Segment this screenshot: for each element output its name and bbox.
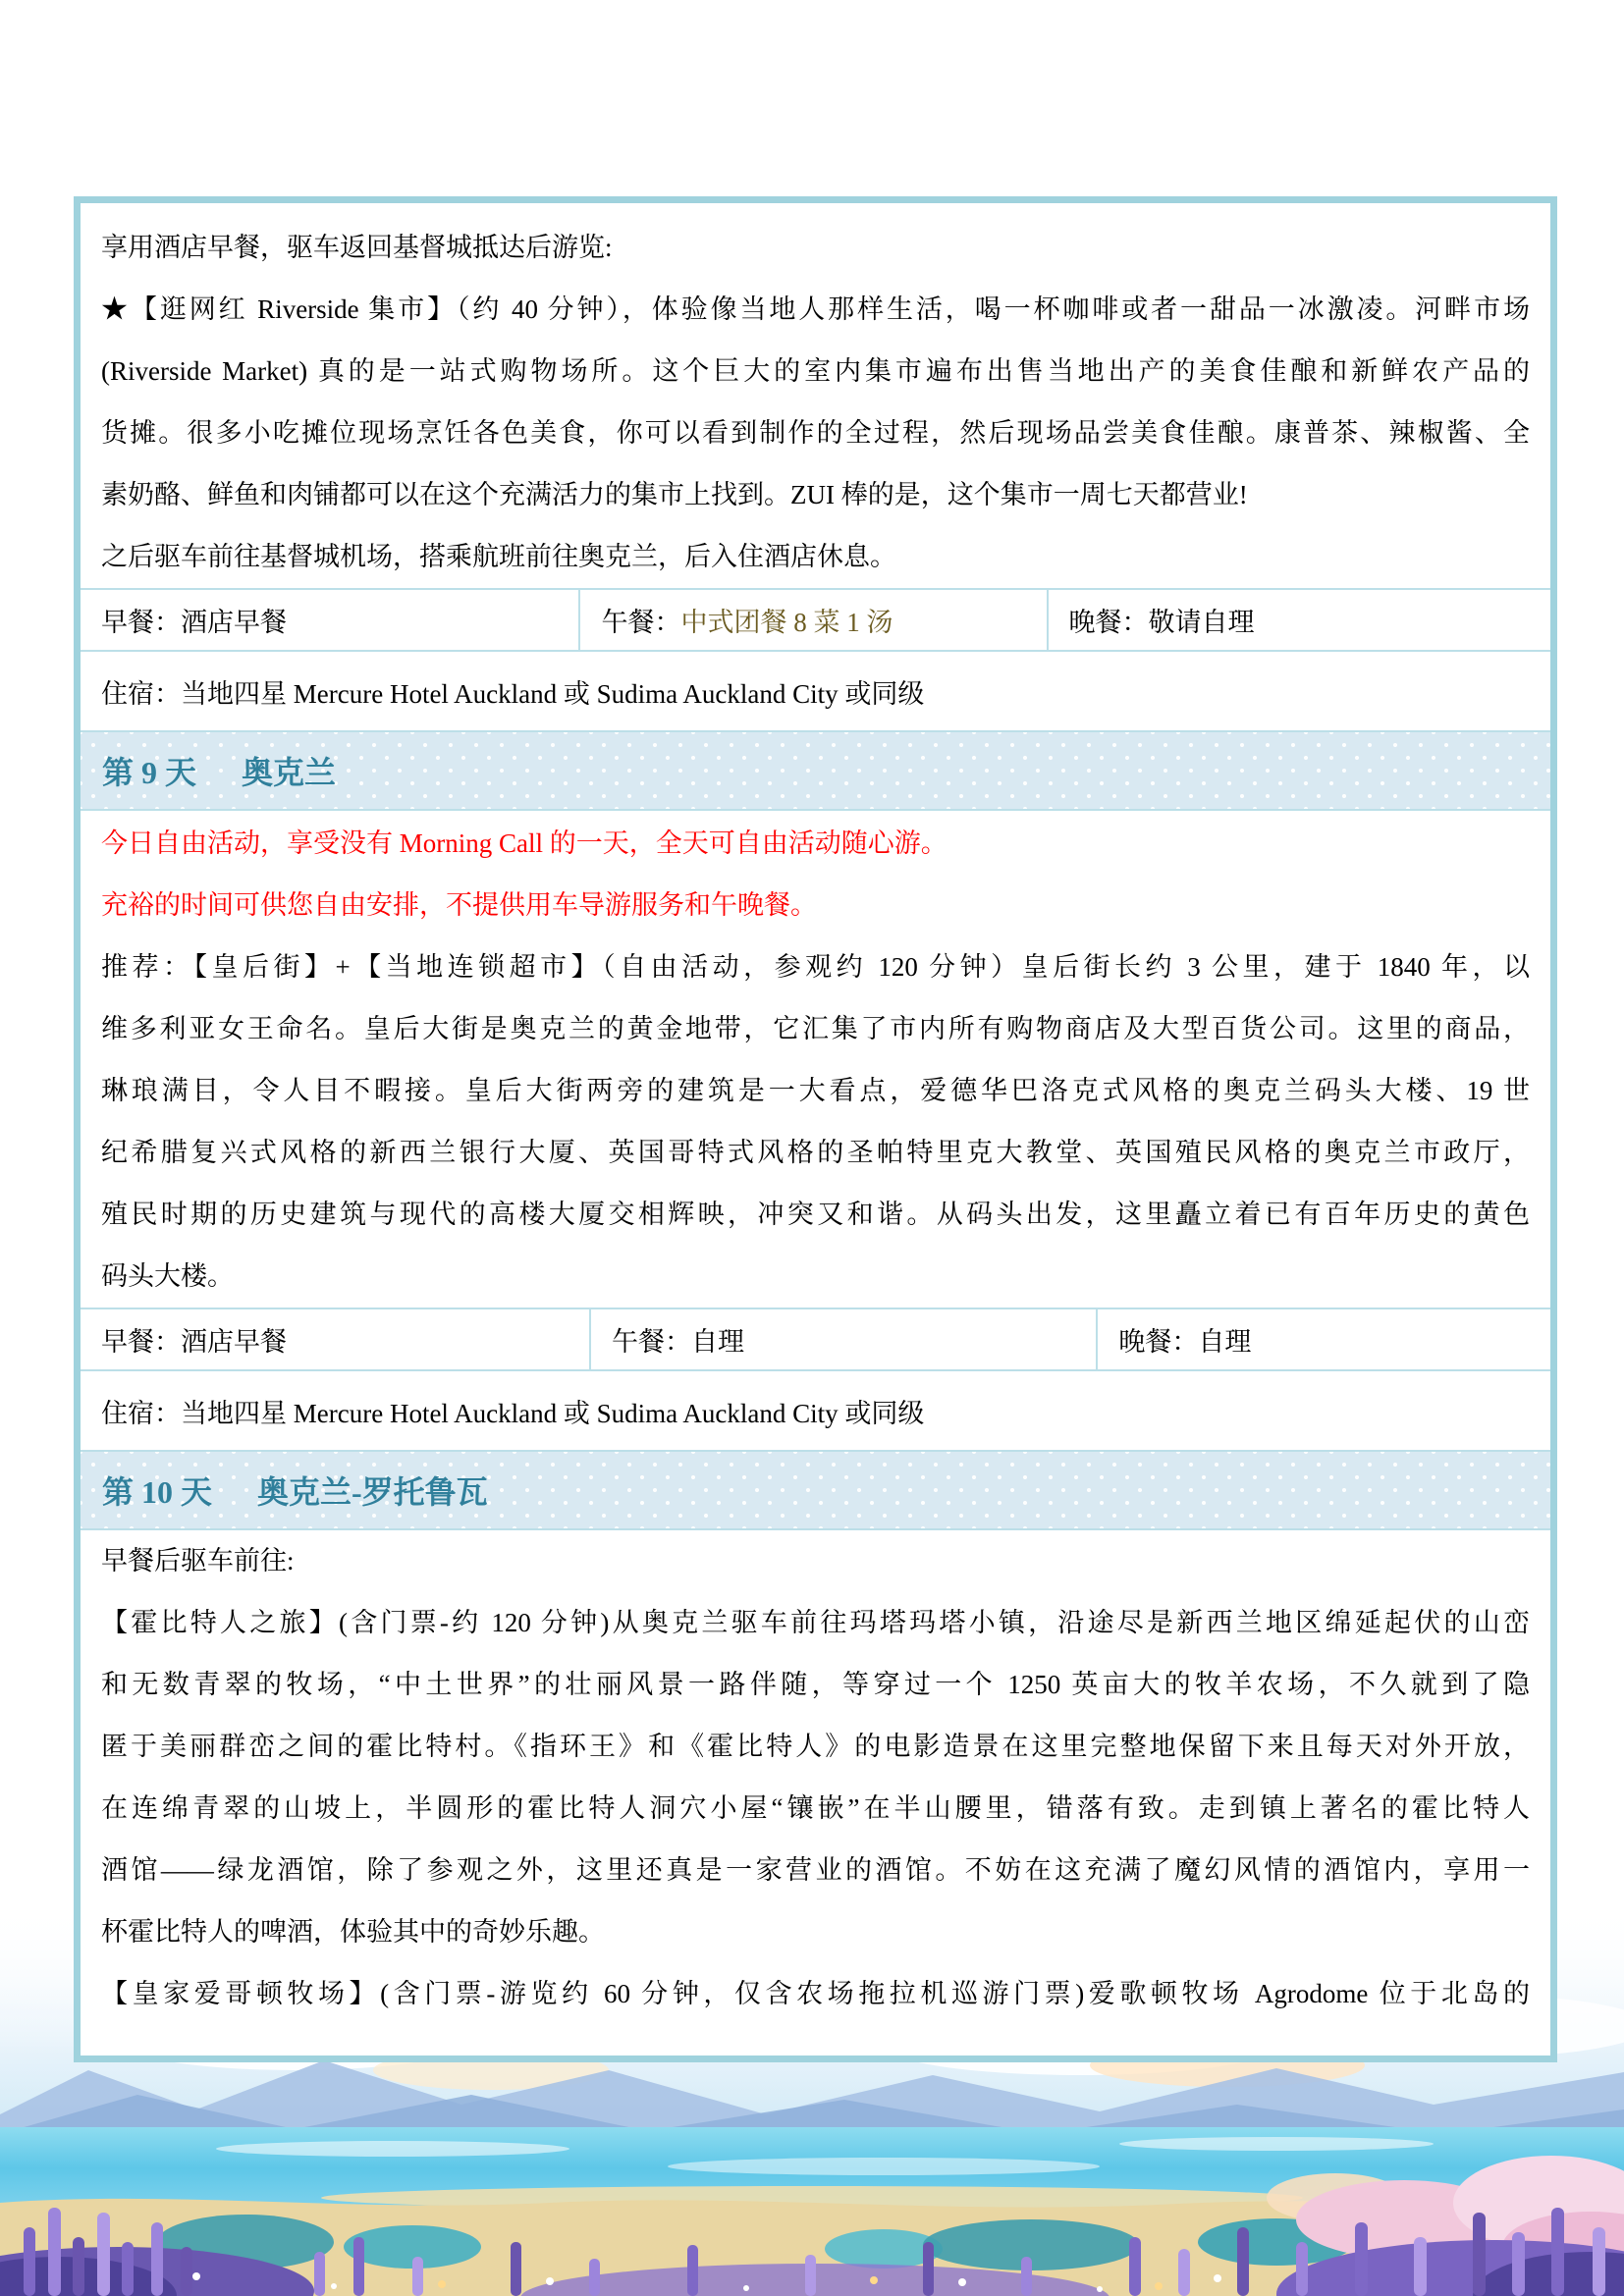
day10-title: 奥克兰-罗托鲁瓦 bbox=[257, 1474, 488, 1510]
paragraph-line: 纪希腊复兴式风格的新西兰银行大厦、英国哥特式风格的圣帕特里克大教堂、英国殖民风格的奥克兰市政厅， bbox=[101, 1138, 1530, 1167]
dinner-value: 自理 bbox=[1198, 1327, 1252, 1357]
paragraph-line: 素奶酪、鲜鱼和肉铺都可以在这个充满活力的集市上找到。ZUI 棒的是，这个集市一周七天都营业! bbox=[101, 480, 1248, 509]
paragraph-line: 在连绵青翠的山坡上，半圆形的霍比特人洞穴小屋“镶嵌”在半山腰里，错落有致。走到镇上著名的霍比特人 bbox=[101, 1793, 1530, 1823]
lodging-label: 住宿： bbox=[101, 1398, 181, 1428]
lodging-value: 当地四星 Mercure Hotel Auckland 或 Sudima Auckland City 或同级 bbox=[181, 1398, 925, 1428]
paragraph-line: 和无数青翠的牧场，“中土世界”的壮丽风景一路伴随，等穿过一个 1250 英亩大的牧羊农场，不久就到了隐 bbox=[101, 1670, 1530, 1699]
lodging-label: 住宿： bbox=[101, 678, 181, 709]
paragraph-line: 维多利亚女王命名。皇后大街是奥克兰的黄金地带，它汇集了市内所有购物商店及大型百货公司。这里的商品， bbox=[101, 1014, 1530, 1043]
paragraph-line: 货摊。很多小吃摊位现场烹饪各色美食，你可以看到制作的全过程，然后现场品尝美食佳酿。康普茶、辣椒酱、全 bbox=[101, 418, 1530, 448]
day9-meal-row bbox=[81, 1308, 1550, 1369]
day8-meal-row bbox=[81, 588, 1550, 650]
day9-breakfast-cell bbox=[81, 1309, 589, 1369]
dinner-label: 晚餐： bbox=[1068, 608, 1149, 637]
lunch-value: 中式团餐 8 菜 1 汤 bbox=[680, 608, 893, 637]
paragraph-line: 享用酒店早餐，驱车返回基督城抵达后游览: bbox=[101, 233, 613, 262]
notice-line: 今日自由活动，享受没有 Morning Call 的一天，全天可自由活动随心游。 bbox=[101, 828, 947, 858]
day9-free-day-notice bbox=[81, 811, 1550, 936]
breakfast-value: 酒店早餐 bbox=[181, 1327, 287, 1357]
day9-title: 奥克兰 bbox=[242, 755, 337, 790]
paragraph-line: 【霍比特人之旅】(含门票-约 120 分钟)从奥克兰驱车前往玛塔玛塔小镇，沿途尽是新西兰地区绵延起伏的山峦 bbox=[101, 1608, 1530, 1637]
dinner-label: 晚餐： bbox=[1118, 1327, 1199, 1357]
day9-header bbox=[81, 730, 1550, 811]
day8-lodging-row bbox=[81, 650, 1550, 730]
paragraph-line: ★【逛网红 Riverside 集市】（约 40 分钟），体验像当地人那样生活，喝一杯咖啡或者一甜品一冰激凌。河畔市场 bbox=[101, 294, 1530, 324]
breakfast-value: 酒店早餐 bbox=[181, 608, 287, 637]
day10-number: 第 10 天 bbox=[102, 1474, 213, 1510]
day9-description bbox=[81, 936, 1550, 1308]
itinerary-content-box bbox=[74, 196, 1557, 2062]
day10-description bbox=[81, 1530, 1550, 2025]
paragraph-line: 之后驱车前往基督城机场，搭乘航班前往奥克兰，后入住酒店休息。 bbox=[101, 542, 896, 571]
paragraph-line: 匿于美丽群峦之间的霍比特村。《指环王》和《霍比特人》的电影造景在这里完整地保留下来且每天对外开放， bbox=[101, 1732, 1530, 1761]
paragraph-line: 早餐后驱车前往: bbox=[101, 1546, 295, 1575]
paragraph-line: (Riverside Market) 真的是一站式购物场所。这个巨大的室内集市遍布出售当地出产的美食佳酿和新鲜农产品的 bbox=[101, 356, 1530, 386]
day8-dinner-cell bbox=[1047, 590, 1551, 650]
paragraph-line: 琳琅满目，令人目不暇接。皇后大街两旁的建筑是一大看点，爱德华巴洛克式风格的奥克兰码头大楼、19 世 bbox=[101, 1076, 1530, 1105]
paragraph-line: 酒馆——绿龙酒馆，除了参观之外，这里还真是一家营业的酒馆。不妨在这充满了魔幻风情的酒馆内，享用一 bbox=[101, 1855, 1530, 1885]
paragraph-line: 杯霍比特人的啤酒，体验其中的奇妙乐趣。 bbox=[101, 1917, 605, 1947]
paragraph-line: 【皇家爱哥顿牧场】(含门票-游览约 60 分钟，仅含农场拖拉机巡游门票)爱歌顿牧场 Agrodome 位于北岛的 bbox=[101, 1979, 1530, 2008]
paragraph-line: 殖民时期的历史建筑与现代的高楼大厦交相辉映，冲突又和谐。从码头出发，这里矗立着已有百年历史的黄色 bbox=[101, 1200, 1530, 1229]
day10-header bbox=[81, 1450, 1550, 1530]
paragraph-line: 码头大楼。 bbox=[101, 1261, 234, 1291]
dinner-value: 敬请自理 bbox=[1148, 608, 1255, 637]
notice-line: 充裕的时间可供您自由安排，不提供用车导游服务和午晚餐。 bbox=[101, 890, 817, 920]
breakfast-label: 早餐： bbox=[101, 608, 181, 637]
day8-breakfast-cell bbox=[81, 590, 578, 650]
day8-lunch-cell bbox=[578, 590, 1046, 650]
breakfast-label: 早餐： bbox=[101, 1327, 181, 1357]
day9-lunch-cell bbox=[589, 1309, 1096, 1369]
paragraph-line: 推荐：【皇后街】+【当地连锁超市】（自由活动，参观约 120 分钟）皇后街长约 3 公里，建于 1840 年，以 bbox=[101, 952, 1530, 982]
day9-lodging-row bbox=[81, 1369, 1550, 1450]
day8-description bbox=[81, 203, 1550, 588]
lunch-value: 自理 bbox=[690, 1327, 744, 1357]
lodging-value: 当地四星 Mercure Hotel Auckland 或 Sudima Auckland City 或同级 bbox=[181, 678, 925, 709]
lunch-label: 午餐： bbox=[601, 608, 681, 637]
day9-dinner-cell bbox=[1096, 1309, 1550, 1369]
day9-number: 第 9 天 bbox=[102, 755, 197, 790]
lunch-label: 午餐： bbox=[611, 1327, 691, 1357]
